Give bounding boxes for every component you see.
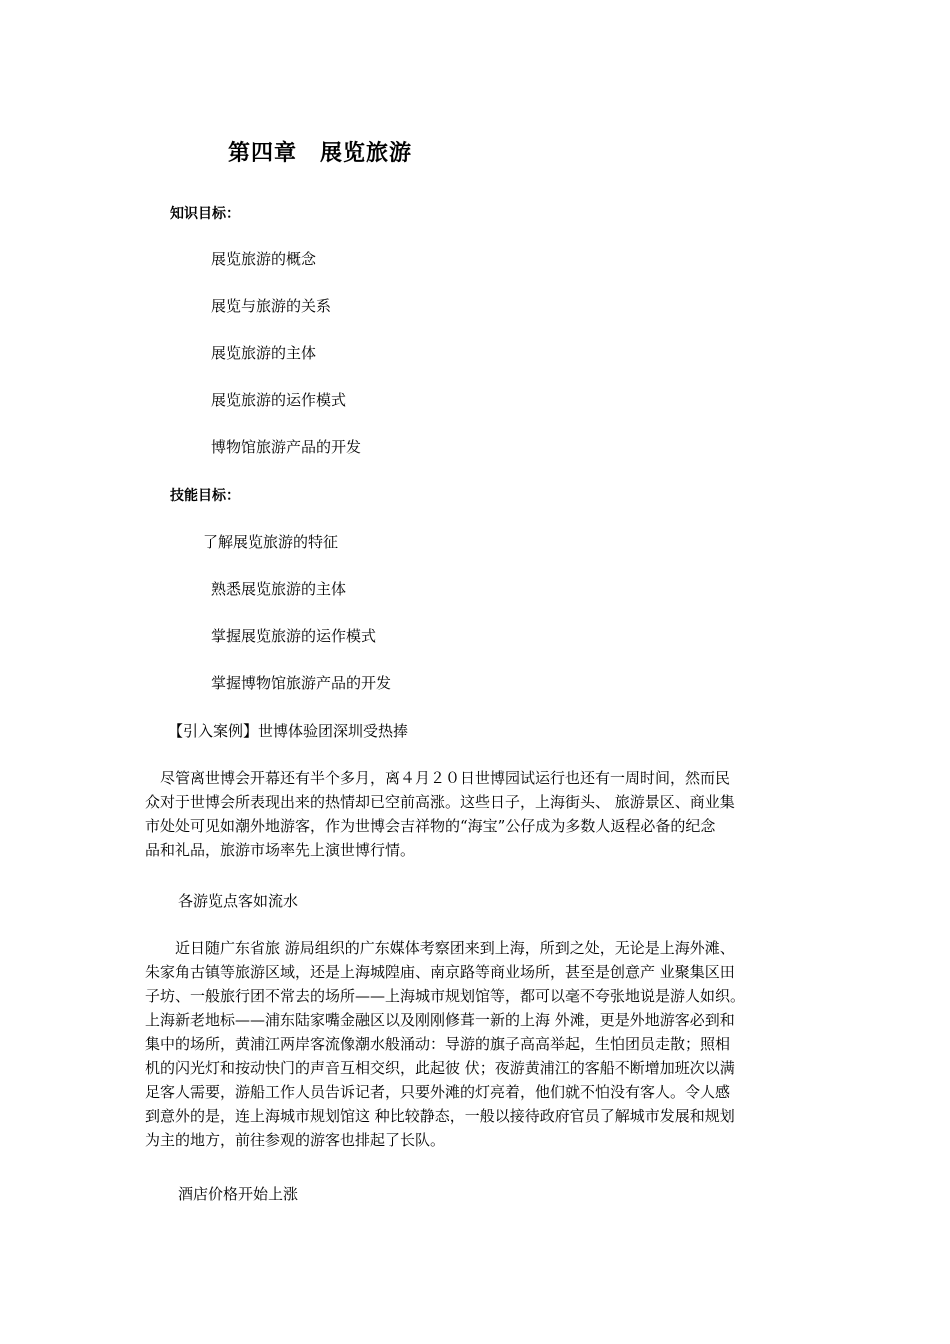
skill-goal-item: 熟悉展览旅游的主体 (211, 580, 347, 598)
knowledge-goal-item: 博物馆旅游产品的开发 (211, 438, 362, 456)
case-title: 【引入案例】世博体验团深圳受热捧 (168, 722, 409, 740)
paragraph-line: 近日随广东省旅 游局组织的广东媒体考察团来到上海，所到之处，无论是上海外滩、 (145, 939, 735, 957)
skill-goals-heading: 技能目标： (170, 488, 240, 504)
skill-goal-item: 了解展览旅游的特征 (203, 533, 339, 551)
paragraph-line: 朱家角古镇等旅游区域，还是上海城隍庙、南京路等商业场所，甚至是创意产 业聚集区田 (145, 963, 735, 981)
chapter-title: 第四章 展览旅游 (228, 141, 413, 166)
knowledge-goal-item: 展览与旅游的关系 (211, 297, 332, 315)
knowledge-goal-item: 展览旅游的主体 (211, 344, 317, 362)
paragraph-line: 上海新老地标——浦东陆家嘴金融区以及刚刚修葺一新的上海 外滩，更是外地游客必到和 (145, 1011, 735, 1029)
paragraph-line: 机的闪光灯和按动快门的声音互相交织，此起彼 伏；夜游黄浦江的客船不断增加班次以满 (145, 1059, 735, 1077)
paragraph-line: 为主的地方，前往参观的游客也排起了长队。 (145, 1131, 446, 1149)
skill-goal-item: 掌握展览旅游的运作模式 (211, 627, 377, 645)
paragraph-line: 子坊、一般旅行团不常去的场所——上海城市规划馆等，都可以毫不夸张地说是游人如织。 (145, 987, 746, 1005)
paragraph-line: 尽管离世博会开幕还有半个多月，离４月２０日世博园试运行也还有一周时间，然而民 (145, 769, 731, 787)
case-paragraph-2 (145, 936, 817, 1152)
paragraph-line: 集中的场所，黄浦江两岸客流像潮水般涌动：导游的旗子高高举起，生怕团员走散；照相 (145, 1035, 731, 1053)
knowledge-goal-item: 展览旅游的运作模式 (211, 391, 347, 409)
skill-goal-item: 掌握博物馆旅游产品的开发 (211, 674, 392, 692)
case-paragraph-1 (145, 766, 817, 862)
case-subhead-2: 酒店价格开始上涨 (178, 1185, 299, 1203)
paragraph-line: 众对于世博会所表现出来的热情却已空前高涨。这些日子，上海街头、 旅游景区、商业集 (145, 793, 735, 811)
paragraph-line: 到意外的是，连上海城市规划馆这 种比较静态，一般以接待政府官员了解城市发展和规划 (145, 1107, 735, 1125)
knowledge-goals-heading: 知识目标： (170, 206, 240, 222)
paragraph-line: 市处处可见如潮外地游客，作为世博会吉祥物的“海宝”公仔成为多数人返程必备的纪念 (145, 817, 716, 835)
paragraph-line: 足客人需要，游船工作人员告诉记者，只要外滩的灯亮着，他们就不怕没有客人。令人感 (145, 1083, 731, 1101)
knowledge-goal-item: 展览旅游的概念 (211, 250, 317, 268)
paragraph-line: 品和礼品，旅游市场率先上演世博行情。 (145, 841, 416, 859)
case-subhead-1: 各游览点客如流水 (178, 892, 299, 910)
